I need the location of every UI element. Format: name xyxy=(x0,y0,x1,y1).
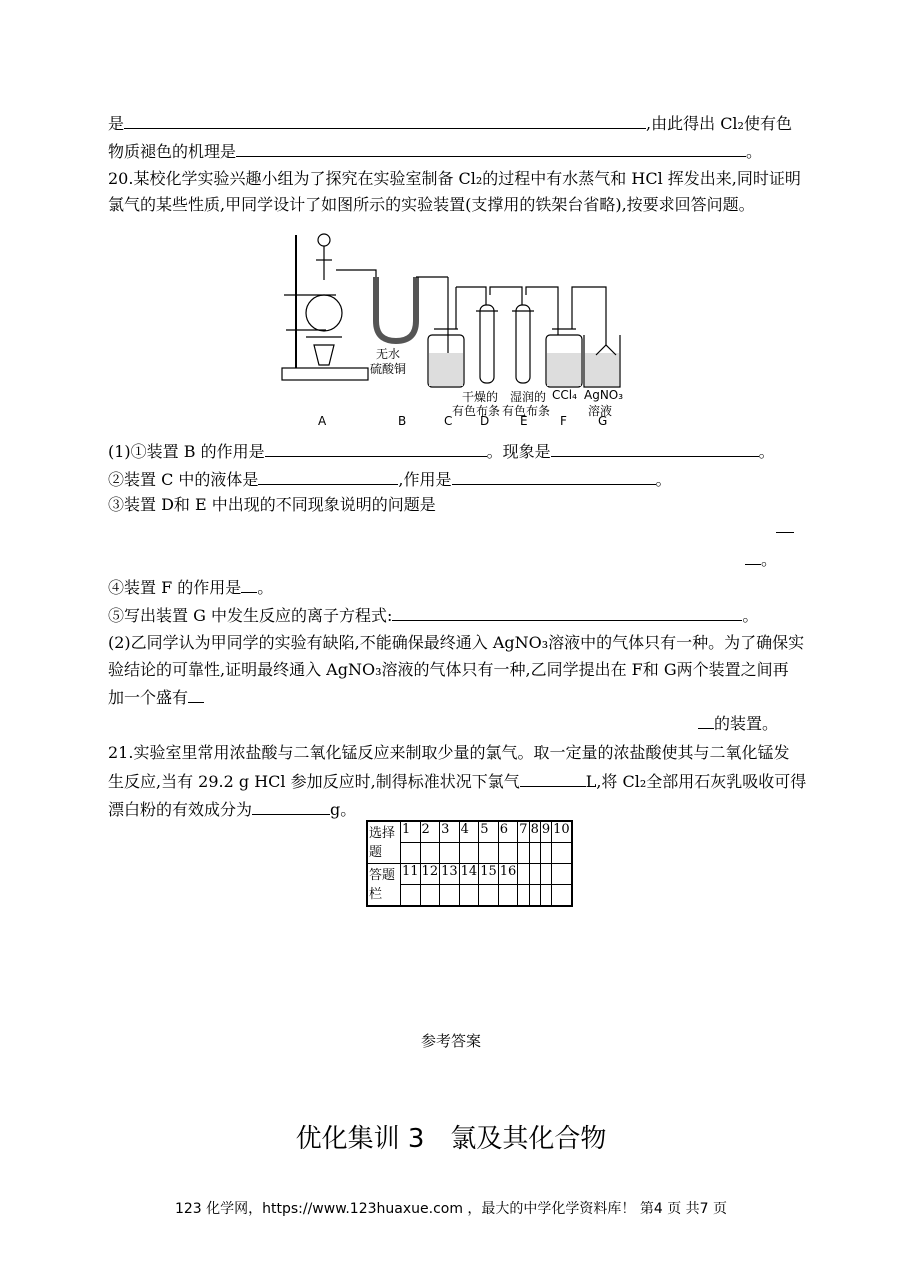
part-2-line-4: 的装置。 xyxy=(698,712,778,735)
row-label: 选择题 xyxy=(367,821,401,864)
section-title: 优化集训 3 氯及其化合物 xyxy=(295,1124,607,1154)
part-2-line-2: 验结论的可靠性,证明最终通入 AgNO₃溶液的气体只有一种,乙同学提出在 F和 G两个装置之间再 xyxy=(108,660,789,679)
blank xyxy=(188,686,204,703)
blank xyxy=(241,576,257,593)
question-21-line-3: 漂白粉的有效成分为 g。 xyxy=(108,800,357,819)
sub-question-3: ③装置 D和 E 中出现的不同现象说明的问题是 xyxy=(108,495,436,514)
sub-question-5: ⑤写出装置 G 中发生反应的离子方程式: 。 xyxy=(108,606,759,625)
line-2: 物质褪色的机理是 。 xyxy=(108,142,763,161)
blank xyxy=(776,532,794,533)
question-21-line-2: 生反应,当有 29.2 g HCl 参加反应时,制得标准状况下氯气 L,将 Cl₂全部用石灰乳吸收可得 xyxy=(108,772,807,791)
sub-question-3-end: 。 xyxy=(745,548,777,571)
blank xyxy=(745,548,761,565)
part-2-line-3: 加一个盛有 xyxy=(108,686,204,709)
blank xyxy=(452,468,656,485)
blank xyxy=(265,440,487,457)
blank xyxy=(698,712,714,729)
answer-heading: 参考答案 xyxy=(420,1032,481,1050)
sub-question-4: ④装置 F 的作用是 。 xyxy=(108,578,274,597)
blank xyxy=(124,112,646,129)
sub-question-1: (1)①装置 B 的作用是 。现象是 。 xyxy=(108,442,775,461)
part-2-line-1: (2)乙同学认为甲同学的实验有缺陷,不能确保最终通入 AgNO₃溶液中的气体只有一种。为了确保实 xyxy=(108,633,805,652)
blank xyxy=(236,140,746,157)
line-1: 是 ,由此得出 Cl₂使有色 xyxy=(108,114,792,133)
blank xyxy=(392,604,742,621)
apparatus-figure xyxy=(276,225,626,435)
blank xyxy=(551,440,759,457)
row-label: 答题栏 xyxy=(367,864,401,907)
question-20-line-1: 20.某校化学实验兴趣小组为了探究在实验室制备 Cl₂的过程中有水蒸气和 HCl 挥发出来,同时证明 xyxy=(108,169,801,188)
question-20-line-2: 氯气的某些性质,甲同学设计了如图所示的实验装置(支撑用的铁架台省略),按要求回答问题。 xyxy=(108,195,755,214)
blank xyxy=(252,798,330,815)
blank xyxy=(520,770,586,787)
sub-question-2: ②装置 C 中的液体是 ,作用是 。 xyxy=(108,470,672,489)
footer: 123 化学网，https://www.123huaxue.com ，最大的中学化学资料库！ 第4 页 共7 页 xyxy=(174,1201,728,1217)
answer-table: 选择题 1 2 3 4 5 6 7 8 9 10 答题栏 11 12 13 14 15 16 xyxy=(366,820,573,907)
question-21-line-1: 21.实验室里常用浓盐酸与二氧化锰反应来制取少量的氯气。取一定量的浓盐酸使其与二氧化锰发 xyxy=(108,743,790,762)
blank xyxy=(258,468,398,485)
